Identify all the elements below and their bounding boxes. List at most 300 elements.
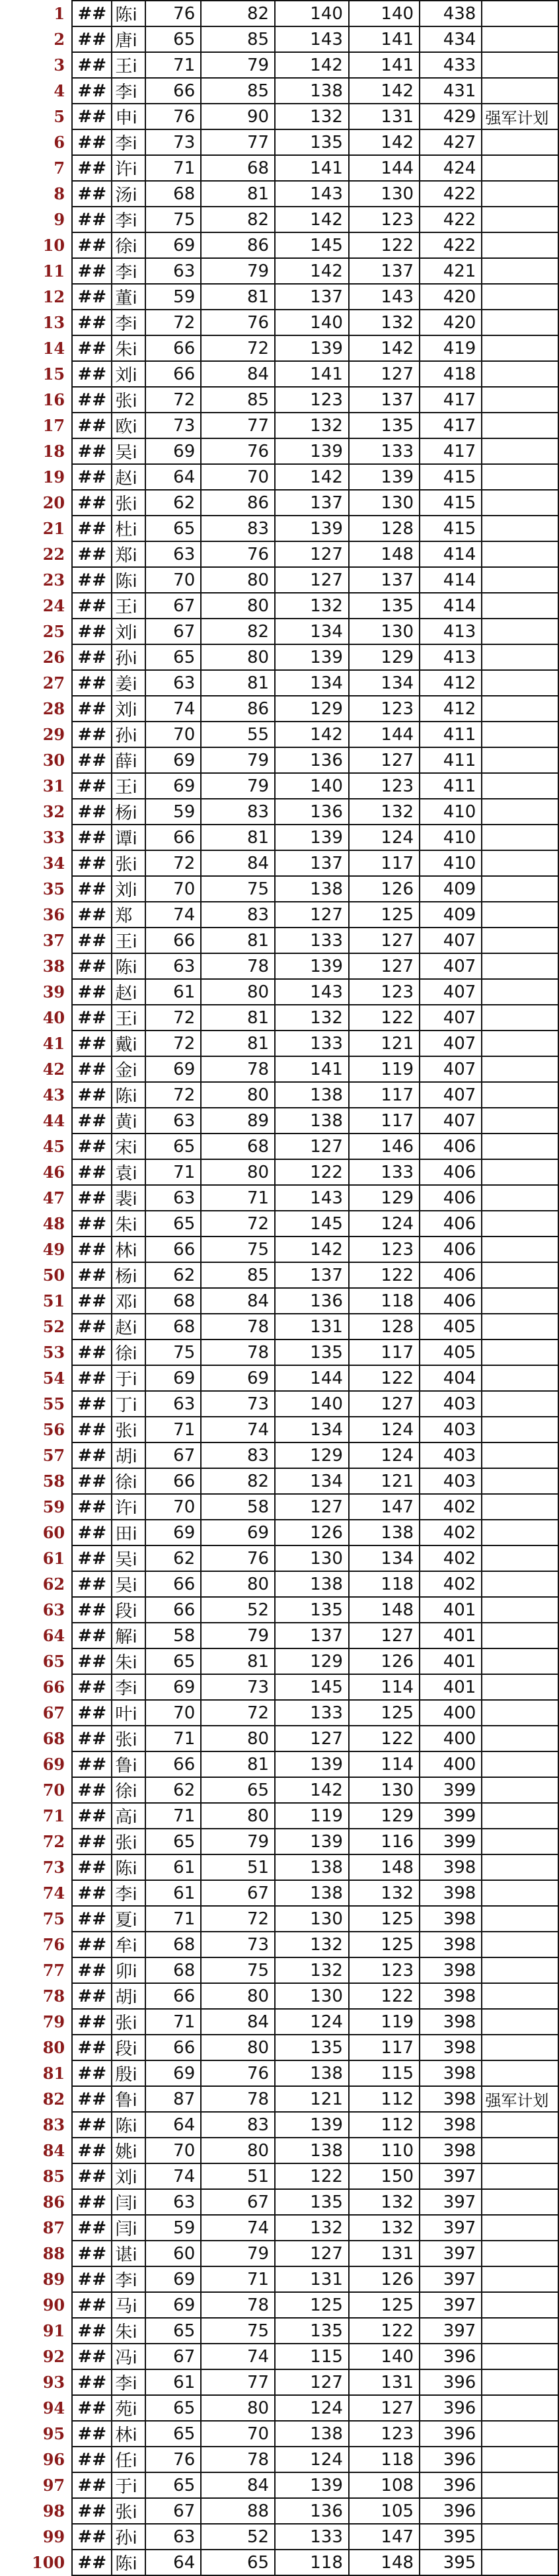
- score-cell-2[interactable]: 76: [201, 1545, 275, 1571]
- score-cell-3[interactable]: 127: [275, 1726, 349, 1751]
- score-cell-3[interactable]: 138: [275, 78, 349, 104]
- score-cell-2[interactable]: 76: [201, 438, 275, 464]
- score-cell-1[interactable]: 64: [145, 2550, 202, 2575]
- total-score-cell[interactable]: 396: [420, 2498, 482, 2524]
- total-score-cell[interactable]: 410: [420, 825, 482, 850]
- hidden-id-cell[interactable]: ##: [72, 1648, 112, 1674]
- score-cell-2[interactable]: 80: [201, 979, 275, 1005]
- total-score-cell[interactable]: 420: [420, 284, 482, 310]
- score-cell-3[interactable]: 135: [275, 2318, 349, 2344]
- score-cell-2[interactable]: 85: [201, 78, 275, 104]
- hidden-id-cell[interactable]: ##: [72, 902, 112, 928]
- total-score-cell[interactable]: 415: [420, 464, 482, 490]
- score-cell-2[interactable]: 79: [201, 773, 275, 799]
- score-cell-3[interactable]: 138: [275, 1082, 349, 1108]
- note-cell[interactable]: [482, 799, 558, 825]
- score-cell-3[interactable]: 132: [275, 104, 349, 129]
- score-cell-1[interactable]: 66: [145, 1468, 202, 1494]
- score-cell-1[interactable]: 69: [145, 1674, 202, 1700]
- score-cell-4[interactable]: 135: [349, 413, 420, 438]
- score-cell-2[interactable]: 72: [201, 1700, 275, 1726]
- score-cell-1[interactable]: 62: [145, 490, 202, 516]
- student-name-cell[interactable]: 陈i: [112, 953, 145, 979]
- hidden-id-cell[interactable]: ##: [72, 2163, 112, 2189]
- score-cell-1[interactable]: 63: [145, 2189, 202, 2215]
- score-cell-4[interactable]: 110: [349, 2138, 420, 2163]
- note-cell[interactable]: [482, 722, 558, 747]
- total-score-cell[interactable]: 402: [420, 1520, 482, 1545]
- student-name-cell[interactable]: 金i: [112, 1056, 145, 1082]
- score-cell-1[interactable]: 68: [145, 1957, 202, 1983]
- score-cell-4[interactable]: 119: [349, 1056, 420, 1082]
- student-name-cell[interactable]: 黄i: [112, 1108, 145, 1134]
- score-cell-4[interactable]: 139: [349, 464, 420, 490]
- score-cell-1[interactable]: 74: [145, 2163, 202, 2189]
- hidden-id-cell[interactable]: ##: [72, 696, 112, 722]
- hidden-id-cell[interactable]: ##: [72, 799, 112, 825]
- score-cell-4[interactable]: 131: [349, 104, 420, 129]
- hidden-id-cell[interactable]: ##: [72, 335, 112, 361]
- score-cell-4[interactable]: 118: [349, 1288, 420, 1314]
- score-cell-1[interactable]: 65: [145, 2421, 202, 2447]
- score-cell-3[interactable]: 127: [275, 2369, 349, 2395]
- score-cell-4[interactable]: 122: [349, 2318, 420, 2344]
- total-score-cell[interactable]: 398: [420, 2086, 482, 2112]
- total-score-cell[interactable]: 398: [420, 1854, 482, 1880]
- total-score-cell[interactable]: 397: [420, 2189, 482, 2215]
- total-score-cell[interactable]: 403: [420, 1417, 482, 1442]
- score-cell-2[interactable]: 76: [201, 541, 275, 567]
- note-cell[interactable]: [482, 1880, 558, 1906]
- score-cell-1[interactable]: 70: [145, 1700, 202, 1726]
- score-cell-3[interactable]: 133: [275, 1031, 349, 1056]
- note-cell[interactable]: [482, 1468, 558, 1494]
- score-cell-3[interactable]: 143: [275, 1185, 349, 1211]
- note-cell[interactable]: [482, 1056, 558, 1082]
- hidden-id-cell[interactable]: ##: [72, 1545, 112, 1571]
- total-score-cell[interactable]: 400: [420, 1726, 482, 1751]
- score-cell-4[interactable]: 115: [349, 2060, 420, 2086]
- student-name-cell[interactable]: 夏i: [112, 1906, 145, 1932]
- total-score-cell[interactable]: 406: [420, 1211, 482, 1237]
- student-name-cell[interactable]: 李i: [112, 129, 145, 155]
- note-cell[interactable]: [482, 310, 558, 335]
- score-cell-4[interactable]: 127: [349, 361, 420, 387]
- total-score-cell[interactable]: 401: [420, 1597, 482, 1623]
- score-cell-4[interactable]: 114: [349, 1751, 420, 1777]
- score-cell-1[interactable]: 64: [145, 464, 202, 490]
- hidden-id-cell[interactable]: ##: [72, 1880, 112, 1906]
- hidden-id-cell[interactable]: ##: [72, 2138, 112, 2163]
- score-cell-3[interactable]: 139: [275, 438, 349, 464]
- score-cell-3[interactable]: 132: [275, 1005, 349, 1031]
- score-cell-3[interactable]: 124: [275, 2009, 349, 2035]
- hidden-id-cell[interactable]: ##: [72, 1571, 112, 1597]
- score-cell-1[interactable]: 67: [145, 593, 202, 619]
- score-cell-3[interactable]: 121: [275, 2086, 349, 2112]
- student-name-cell[interactable]: 徐i: [112, 1468, 145, 1494]
- student-name-cell[interactable]: 李i: [112, 258, 145, 284]
- student-name-cell[interactable]: 段i: [112, 1597, 145, 1623]
- total-score-cell[interactable]: 396: [420, 2369, 482, 2395]
- score-cell-4[interactable]: 112: [349, 2112, 420, 2138]
- total-score-cell[interactable]: 397: [420, 2318, 482, 2344]
- total-score-cell[interactable]: 399: [420, 1777, 482, 1803]
- score-cell-4[interactable]: 130: [349, 181, 420, 207]
- note-cell[interactable]: [482, 1159, 558, 1185]
- score-cell-2[interactable]: 78: [201, 1056, 275, 1082]
- hidden-id-cell[interactable]: ##: [72, 1726, 112, 1751]
- score-cell-4[interactable]: 148: [349, 1854, 420, 1880]
- total-score-cell[interactable]: 417: [420, 413, 482, 438]
- score-cell-3[interactable]: 115: [275, 2344, 349, 2369]
- score-cell-2[interactable]: 70: [201, 2421, 275, 2447]
- student-name-cell[interactable]: 闫i: [112, 2189, 145, 2215]
- student-name-cell[interactable]: 朱i: [112, 1211, 145, 1237]
- score-cell-4[interactable]: 126: [349, 1648, 420, 1674]
- score-cell-1[interactable]: 65: [145, 1211, 202, 1237]
- score-cell-2[interactable]: 82: [201, 619, 275, 644]
- total-score-cell[interactable]: 409: [420, 902, 482, 928]
- score-cell-1[interactable]: 63: [145, 1391, 202, 1417]
- score-cell-3[interactable]: 135: [275, 129, 349, 155]
- student-name-cell[interactable]: 朱i: [112, 1648, 145, 1674]
- total-score-cell[interactable]: 407: [420, 1082, 482, 1108]
- note-cell[interactable]: [482, 78, 558, 104]
- score-cell-3[interactable]: 142: [275, 258, 349, 284]
- score-cell-4[interactable]: 141: [349, 26, 420, 52]
- student-name-cell[interactable]: 徐i: [112, 1339, 145, 1365]
- score-cell-1[interactable]: 71: [145, 2009, 202, 2035]
- total-score-cell[interactable]: 415: [420, 490, 482, 516]
- note-cell[interactable]: [482, 1829, 558, 1854]
- score-cell-2[interactable]: 81: [201, 670, 275, 696]
- score-cell-2[interactable]: 81: [201, 1751, 275, 1777]
- hidden-id-cell[interactable]: ##: [72, 1417, 112, 1442]
- student-name-cell[interactable]: 朱i: [112, 2318, 145, 2344]
- total-score-cell[interactable]: 406: [420, 1134, 482, 1159]
- hidden-id-cell[interactable]: ##: [72, 1262, 112, 1288]
- student-name-cell[interactable]: 杜i: [112, 516, 145, 541]
- score-cell-3[interactable]: 137: [275, 1623, 349, 1648]
- hidden-id-cell[interactable]: ##: [72, 52, 112, 78]
- student-name-cell[interactable]: 鲁i: [112, 1751, 145, 1777]
- score-cell-3[interactable]: 139: [275, 1751, 349, 1777]
- hidden-id-cell[interactable]: ##: [72, 1314, 112, 1339]
- score-cell-4[interactable]: 114: [349, 1674, 420, 1700]
- score-cell-3[interactable]: 139: [275, 2472, 349, 2498]
- hidden-id-cell[interactable]: ##: [72, 310, 112, 335]
- note-cell[interactable]: [482, 1726, 558, 1751]
- hidden-id-cell[interactable]: ##: [72, 2035, 112, 2060]
- score-cell-1[interactable]: 72: [145, 850, 202, 876]
- score-cell-1[interactable]: 63: [145, 1185, 202, 1211]
- total-score-cell[interactable]: 396: [420, 2447, 482, 2472]
- score-cell-1[interactable]: 71: [145, 155, 202, 181]
- score-cell-1[interactable]: 58: [145, 1623, 202, 1648]
- score-cell-4[interactable]: 130: [349, 619, 420, 644]
- score-cell-3[interactable]: 132: [275, 1932, 349, 1957]
- student-name-cell[interactable]: 张i: [112, 1417, 145, 1442]
- total-score-cell[interactable]: 421: [420, 258, 482, 284]
- score-cell-2[interactable]: 75: [201, 1957, 275, 1983]
- score-cell-3[interactable]: 127: [275, 902, 349, 928]
- score-cell-2[interactable]: 86: [201, 696, 275, 722]
- score-cell-3[interactable]: 134: [275, 1417, 349, 1442]
- score-cell-4[interactable]: 142: [349, 129, 420, 155]
- score-cell-2[interactable]: 85: [201, 1262, 275, 1288]
- total-score-cell[interactable]: 403: [420, 1391, 482, 1417]
- total-score-cell[interactable]: 406: [420, 1262, 482, 1288]
- score-cell-4[interactable]: 122: [349, 1005, 420, 1031]
- student-name-cell[interactable]: 赵i: [112, 1314, 145, 1339]
- hidden-id-cell[interactable]: ##: [72, 1854, 112, 1880]
- score-cell-2[interactable]: 78: [201, 1339, 275, 1365]
- score-cell-4[interactable]: 124: [349, 825, 420, 850]
- score-cell-1[interactable]: 67: [145, 1442, 202, 1468]
- score-cell-2[interactable]: 80: [201, 2138, 275, 2163]
- score-cell-1[interactable]: 69: [145, 747, 202, 773]
- student-name-cell[interactable]: 张i: [112, 2498, 145, 2524]
- score-cell-1[interactable]: 70: [145, 722, 202, 747]
- score-cell-4[interactable]: 133: [349, 438, 420, 464]
- student-name-cell[interactable]: 朱i: [112, 335, 145, 361]
- score-cell-1[interactable]: 66: [145, 1237, 202, 1262]
- score-cell-3[interactable]: 131: [275, 1314, 349, 1339]
- total-score-cell[interactable]: 411: [420, 747, 482, 773]
- score-cell-1[interactable]: 72: [145, 310, 202, 335]
- score-cell-3[interactable]: 134: [275, 670, 349, 696]
- score-cell-2[interactable]: 67: [201, 1880, 275, 1906]
- score-cell-4[interactable]: 141: [349, 52, 420, 78]
- note-cell[interactable]: [482, 2524, 558, 2550]
- score-cell-4[interactable]: 132: [349, 799, 420, 825]
- score-cell-4[interactable]: 131: [349, 2241, 420, 2266]
- score-cell-2[interactable]: 72: [201, 1211, 275, 1237]
- score-cell-1[interactable]: 72: [145, 1005, 202, 1031]
- student-name-cell[interactable]: 卯i: [112, 1957, 145, 1983]
- note-cell[interactable]: [482, 1211, 558, 1237]
- student-name-cell[interactable]: 刘i: [112, 696, 145, 722]
- score-cell-3[interactable]: 127: [275, 1494, 349, 1520]
- score-cell-1[interactable]: 63: [145, 953, 202, 979]
- total-score-cell[interactable]: 431: [420, 78, 482, 104]
- note-cell[interactable]: [482, 1751, 558, 1777]
- score-cell-3[interactable]: 132: [275, 593, 349, 619]
- hidden-id-cell[interactable]: ##: [72, 490, 112, 516]
- student-name-cell[interactable]: 徐i: [112, 1777, 145, 1803]
- student-name-cell[interactable]: 姚i: [112, 2138, 145, 2163]
- student-name-cell[interactable]: 李i: [112, 2369, 145, 2395]
- note-cell[interactable]: [482, 2369, 558, 2395]
- score-cell-1[interactable]: 59: [145, 799, 202, 825]
- score-cell-3[interactable]: 140: [275, 310, 349, 335]
- hidden-id-cell[interactable]: ##: [72, 1082, 112, 1108]
- student-name-cell[interactable]: 申i: [112, 104, 145, 129]
- score-cell-4[interactable]: 137: [349, 258, 420, 284]
- note-cell[interactable]: [482, 1005, 558, 1031]
- note-cell[interactable]: [482, 361, 558, 387]
- score-cell-2[interactable]: 84: [201, 2009, 275, 2035]
- note-cell[interactable]: 强军计划: [482, 104, 558, 129]
- hidden-id-cell[interactable]: ##: [72, 670, 112, 696]
- score-cell-2[interactable]: 74: [201, 1417, 275, 1442]
- hidden-id-cell[interactable]: ##: [72, 2498, 112, 2524]
- score-cell-1[interactable]: 65: [145, 1648, 202, 1674]
- score-cell-4[interactable]: 137: [349, 387, 420, 413]
- score-cell-3[interactable]: 132: [275, 413, 349, 438]
- note-cell[interactable]: [482, 2035, 558, 2060]
- score-cell-3[interactable]: 126: [275, 1520, 349, 1545]
- hidden-id-cell[interactable]: ##: [72, 1211, 112, 1237]
- total-score-cell[interactable]: 429: [420, 104, 482, 129]
- total-score-cell[interactable]: 398: [420, 2060, 482, 2086]
- score-cell-2[interactable]: 81: [201, 1648, 275, 1674]
- score-cell-1[interactable]: 72: [145, 1031, 202, 1056]
- score-cell-1[interactable]: 67: [145, 619, 202, 644]
- score-cell-1[interactable]: 70: [145, 2138, 202, 2163]
- student-name-cell[interactable]: 叶i: [112, 1700, 145, 1726]
- score-cell-4[interactable]: 127: [349, 2395, 420, 2421]
- total-score-cell[interactable]: 419: [420, 335, 482, 361]
- score-cell-2[interactable]: 88: [201, 2498, 275, 2524]
- score-cell-2[interactable]: 67: [201, 2189, 275, 2215]
- score-cell-1[interactable]: 69: [145, 773, 202, 799]
- score-cell-3[interactable]: 136: [275, 2498, 349, 2524]
- score-cell-4[interactable]: 132: [349, 310, 420, 335]
- student-name-cell[interactable]: 郑i: [112, 541, 145, 567]
- score-cell-4[interactable]: 122: [349, 1983, 420, 2009]
- score-cell-4[interactable]: 118: [349, 1571, 420, 1597]
- student-name-cell[interactable]: 吴i: [112, 1571, 145, 1597]
- score-cell-3[interactable]: 142: [275, 207, 349, 232]
- total-score-cell[interactable]: 407: [420, 1031, 482, 1056]
- total-score-cell[interactable]: 395: [420, 2524, 482, 2550]
- score-cell-3[interactable]: 139: [275, 335, 349, 361]
- hidden-id-cell[interactable]: ##: [72, 2086, 112, 2112]
- note-cell[interactable]: [482, 1134, 558, 1159]
- score-cell-2[interactable]: 80: [201, 2395, 275, 2421]
- note-cell[interactable]: [482, 1983, 558, 2009]
- score-cell-1[interactable]: 76: [145, 1, 202, 26]
- score-cell-4[interactable]: 112: [349, 2086, 420, 2112]
- hidden-id-cell[interactable]: ##: [72, 928, 112, 953]
- score-cell-3[interactable]: 129: [275, 1648, 349, 1674]
- score-cell-2[interactable]: 81: [201, 181, 275, 207]
- score-cell-2[interactable]: 78: [201, 953, 275, 979]
- score-cell-1[interactable]: 69: [145, 2060, 202, 2086]
- score-cell-1[interactable]: 66: [145, 928, 202, 953]
- note-cell[interactable]: [482, 1262, 558, 1288]
- score-cell-1[interactable]: 71: [145, 1417, 202, 1442]
- total-score-cell[interactable]: 413: [420, 619, 482, 644]
- score-cell-4[interactable]: 127: [349, 928, 420, 953]
- hidden-id-cell[interactable]: ##: [72, 1957, 112, 1983]
- score-cell-3[interactable]: 137: [275, 850, 349, 876]
- hidden-id-cell[interactable]: ##: [72, 104, 112, 129]
- score-cell-1[interactable]: 62: [145, 1262, 202, 1288]
- score-cell-4[interactable]: 123: [349, 2421, 420, 2447]
- score-cell-3[interactable]: 135: [275, 1339, 349, 1365]
- score-cell-2[interactable]: 82: [201, 1, 275, 26]
- student-name-cell[interactable]: 张i: [112, 387, 145, 413]
- score-cell-2[interactable]: 77: [201, 413, 275, 438]
- score-cell-3[interactable]: 141: [275, 155, 349, 181]
- score-cell-3[interactable]: 145: [275, 232, 349, 258]
- score-cell-3[interactable]: 119: [275, 1803, 349, 1829]
- score-cell-2[interactable]: 85: [201, 26, 275, 52]
- note-cell[interactable]: [482, 2344, 558, 2369]
- score-cell-1[interactable]: 69: [145, 1365, 202, 1391]
- score-cell-1[interactable]: 70: [145, 876, 202, 902]
- student-name-cell[interactable]: 陈i: [112, 1082, 145, 1108]
- score-cell-3[interactable]: 138: [275, 2421, 349, 2447]
- score-cell-2[interactable]: 80: [201, 1571, 275, 1597]
- score-cell-3[interactable]: 138: [275, 1571, 349, 1597]
- student-name-cell[interactable]: 刘i: [112, 876, 145, 902]
- score-cell-1[interactable]: 73: [145, 413, 202, 438]
- total-score-cell[interactable]: 415: [420, 516, 482, 541]
- note-cell[interactable]: [482, 1288, 558, 1314]
- hidden-id-cell[interactable]: ##: [72, 258, 112, 284]
- score-cell-4[interactable]: 125: [349, 1906, 420, 1932]
- score-cell-3[interactable]: 132: [275, 1957, 349, 1983]
- total-score-cell[interactable]: 417: [420, 387, 482, 413]
- note-cell[interactable]: [482, 1417, 558, 1442]
- total-score-cell[interactable]: 397: [420, 2292, 482, 2318]
- student-name-cell[interactable]: 裴i: [112, 1185, 145, 1211]
- score-cell-1[interactable]: 68: [145, 181, 202, 207]
- total-score-cell[interactable]: 407: [420, 1056, 482, 1082]
- note-cell[interactable]: [482, 567, 558, 593]
- hidden-id-cell[interactable]: ##: [72, 2344, 112, 2369]
- score-cell-1[interactable]: 76: [145, 104, 202, 129]
- note-cell[interactable]: [482, 1185, 558, 1211]
- hidden-id-cell[interactable]: ##: [72, 2215, 112, 2241]
- score-cell-2[interactable]: 71: [201, 2266, 275, 2292]
- note-cell[interactable]: [482, 928, 558, 953]
- score-cell-3[interactable]: 137: [275, 490, 349, 516]
- score-cell-4[interactable]: 143: [349, 284, 420, 310]
- score-cell-2[interactable]: 83: [201, 516, 275, 541]
- note-cell[interactable]: [482, 207, 558, 232]
- student-name-cell[interactable]: 张i: [112, 850, 145, 876]
- score-cell-4[interactable]: 126: [349, 876, 420, 902]
- score-cell-4[interactable]: 132: [349, 2189, 420, 2215]
- student-name-cell[interactable]: 李i: [112, 1880, 145, 1906]
- total-score-cell[interactable]: 414: [420, 593, 482, 619]
- total-score-cell[interactable]: 406: [420, 1185, 482, 1211]
- student-name-cell[interactable]: 王i: [112, 1005, 145, 1031]
- score-cell-2[interactable]: 80: [201, 593, 275, 619]
- hidden-id-cell[interactable]: ##: [72, 1288, 112, 1314]
- total-score-cell[interactable]: 406: [420, 1159, 482, 1185]
- score-cell-3[interactable]: 132: [275, 2215, 349, 2241]
- score-cell-4[interactable]: 137: [349, 567, 420, 593]
- hidden-id-cell[interactable]: ##: [72, 773, 112, 799]
- score-cell-4[interactable]: 123: [349, 979, 420, 1005]
- hidden-id-cell[interactable]: ##: [72, 232, 112, 258]
- student-name-cell[interactable]: 陈i: [112, 2112, 145, 2138]
- note-cell[interactable]: [482, 232, 558, 258]
- score-cell-2[interactable]: 74: [201, 2344, 275, 2369]
- student-name-cell[interactable]: 任i: [112, 2447, 145, 2472]
- note-cell[interactable]: [482, 1031, 558, 1056]
- score-cell-1[interactable]: 68: [145, 1288, 202, 1314]
- note-cell[interactable]: [482, 1674, 558, 1700]
- student-name-cell[interactable]: 杨i: [112, 799, 145, 825]
- hidden-id-cell[interactable]: ##: [72, 825, 112, 850]
